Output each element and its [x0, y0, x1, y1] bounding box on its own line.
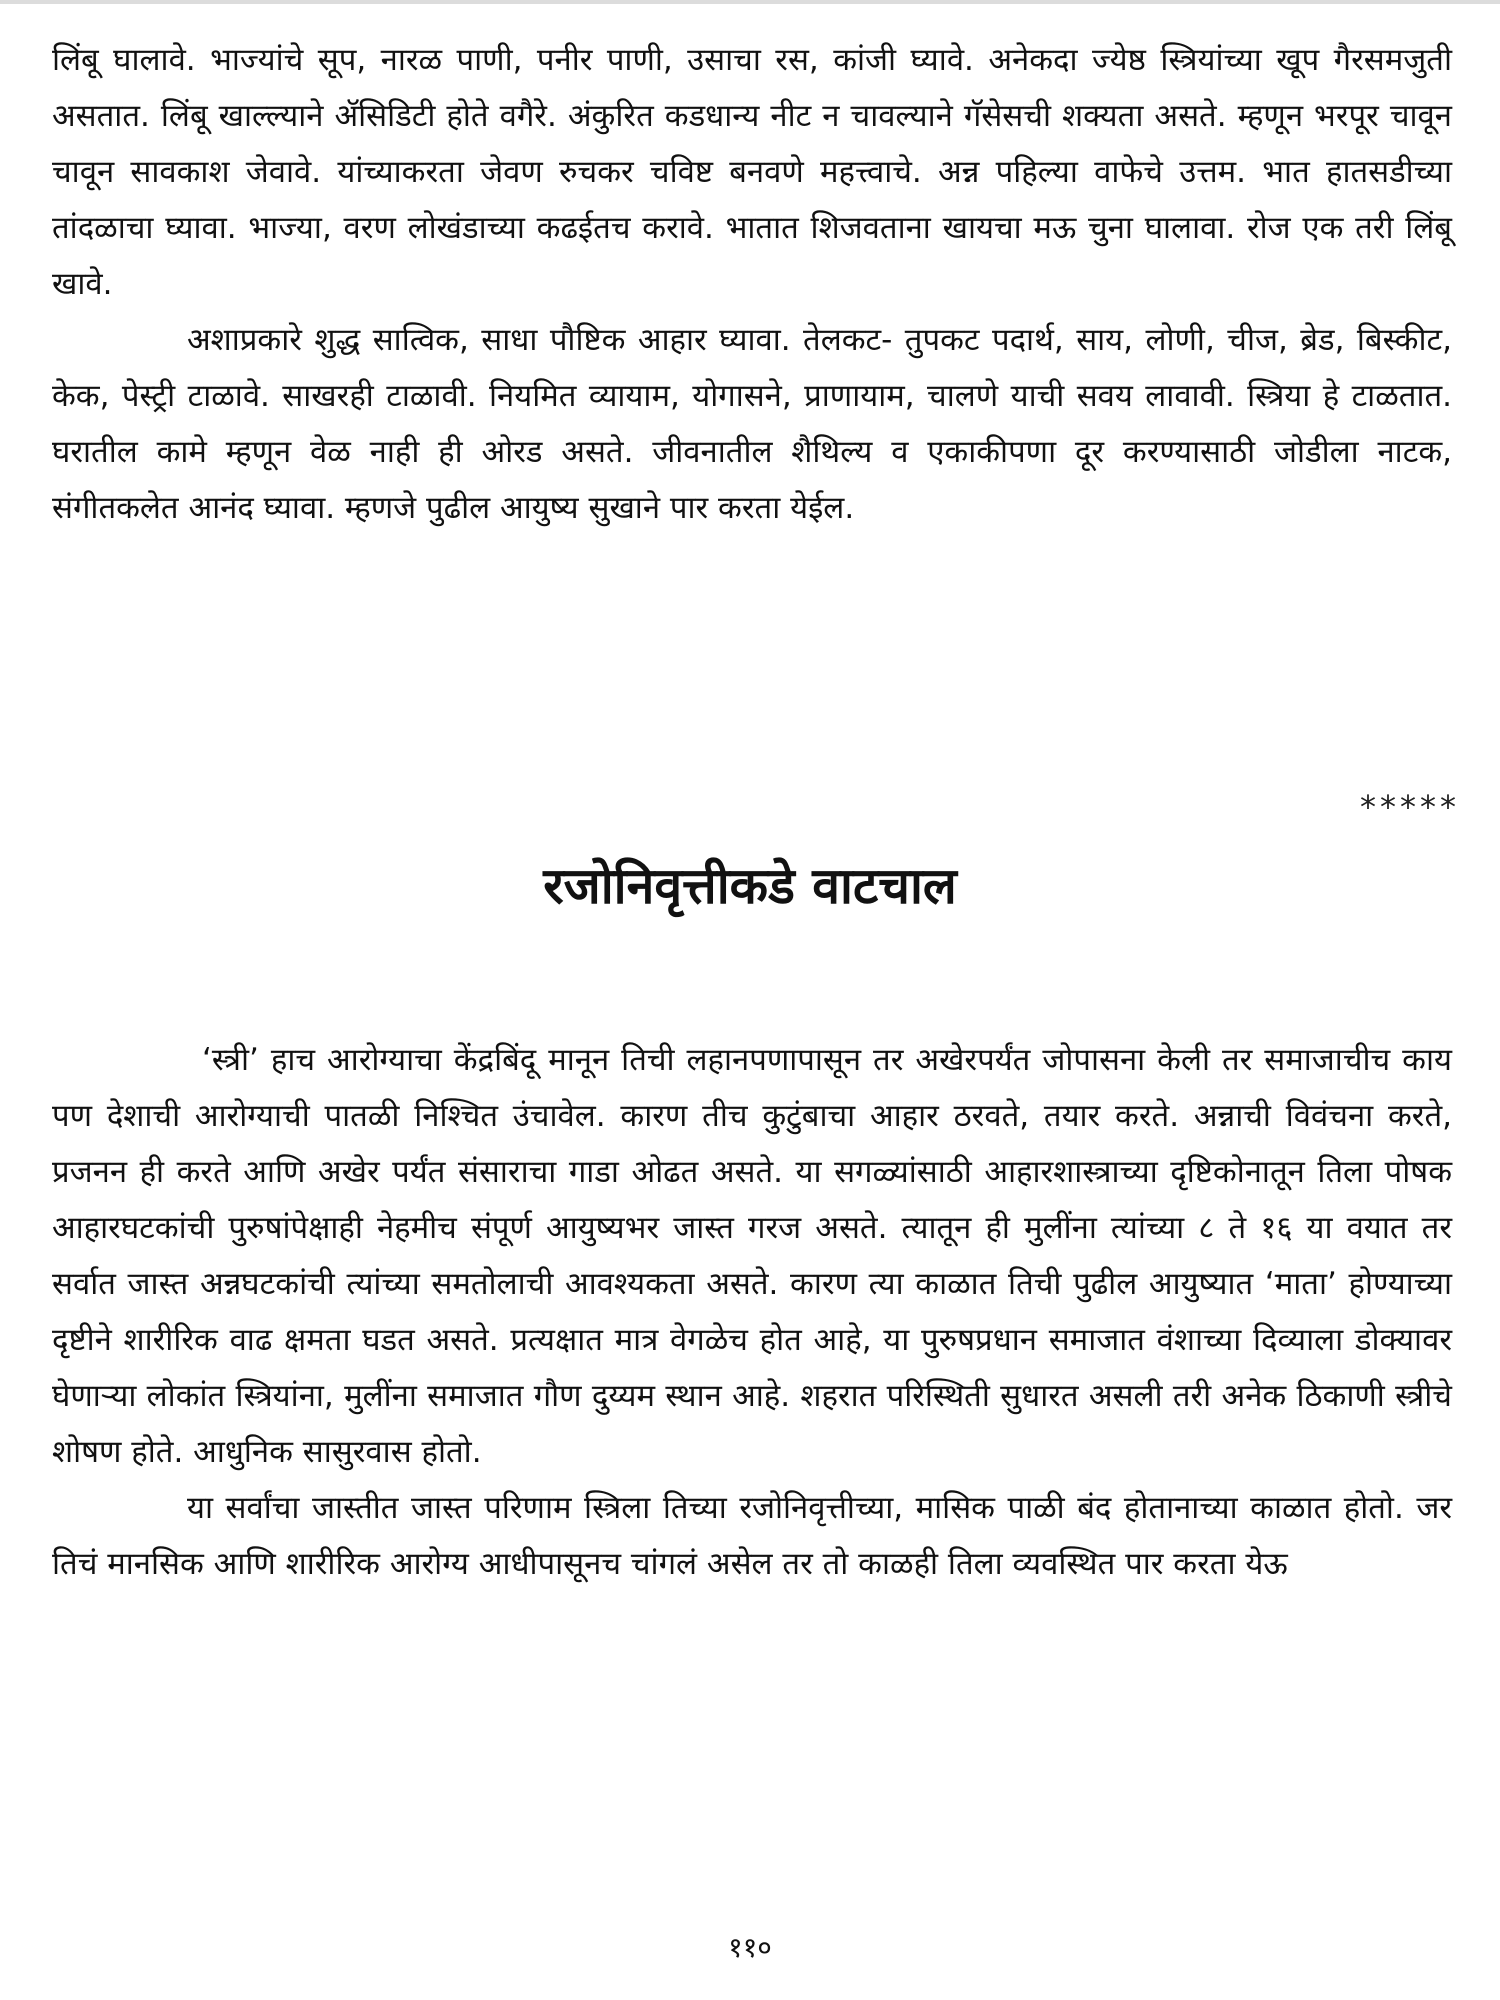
page-number: ११० — [728, 1931, 772, 1964]
scan-edge — [0, 0, 1500, 4]
section-separator: ***** — [1360, 788, 1460, 826]
paragraph-diet-continued: लिंबू घालावे. भाज्यांचे सूप, नारळ पाणी, पनीर पाणी, उसाचा रस, कांजी घ्यावे. अनेकदा ज्येष्ठ स्त्रियांच्या खूप गैरसमजुती असतात. लिंबू खाल्ल्याने ॲसिडिटी होते वगैरे. अंकुरित कडधान्य नीट न चावल्याने गॅसेसची शक्यता असते. म्हणून भरपूर चावून चावून सावकाश जेवावे. यांच्याकरता जेवण रुचकर चविष्ट बनवणे महत्त्वाचे. अन्न पहिल्या वाफेचे उत्तम. भात हातसडीच्या तांदळाचा घ्यावा. भाज्या, वरण लोखंडाच्या कढईतच करावे. भातात शिजवताना खायचा मऊ चुना घालावा. रोज एक तरी लिंबू खावे. — [52, 42, 1452, 302]
chapter-heading: रजोनिवृत्तीकडे वाटचाल — [543, 857, 957, 915]
paragraph-sattvic-diet: अशाप्रकारे शुद्ध सात्विक, साधा पौष्टिक आहार घ्यावा. तेलकट- तुपकट पदार्थ, साय, लोणी, चीज, ब्रेड, बिस्कीट, केक, पेस्ट्री टाळावे. साखरही टाळावी. नियमित व्यायाम, योगासने, प्राणायाम, चालणे याची सवय लावावी. स्त्रिया हे टाळतात. घरातील कामे म्हणून वेळ नाही ही ओरड असते. जीवनातील शैथिल्य व एकाकीपणा दूर करण्यासाठी जोडीला नाटक, संगीतकलेत आनंद घ्यावा. म्हणजे पुढील आयुष्य सुखाने पार करता येईल. — [52, 322, 1452, 526]
paragraph-woman-health: ‘स्त्री’ हाच आरोग्याचा केंद्रबिंदू मानून तिची लहानपणापासून तर अखेरपर्यंत जोपासना केली तर समाजाचीच काय पण देशाची आरोग्याची पातळी निश्चित उंचावेल. कारण तीच कुटुंबाचा आहार ठरवते, तयार करते. अन्नाची विवंचना करते, प्रजनन ही करते आणि अखेर पर्यंत संसाराचा गाडा ओढत असते. या सगळ्यांसाठी आहारशास्त्राच्या दृष्टिकोनातून तिला पोषक आहारघटकांची पुरुषांपेक्षाही नेहमीच संपूर्ण आयुष्यभर जास्त गरज असते. त्यातून ही मुलींना त्यांच्या ८ ते १६ या वयात तर सर्वात जास्त अन्नघटकांची त्यांच्या समतोलाची आवश्यकता असते. कारण त्या काळात तिची पुढील आयुष्यात ‘माता’ होण्याच्या दृष्टीने शारीरिक वाढ क्षमता घडत असते. प्रत्यक्षात मात्र वेगळेच होत आहे, या पुरुषप्रधान समाजात वंशाच्या दिव्याला डोक्यावर घेणाऱ्या लोकांत स्त्रियांना, मुलींना समाजात गौण दुय्यम स्थान आहे. शहरात परिस्थिती सुधारत असली तरी अनेक ठिकाणी स्त्रीचे शोषण होते. आधुनिक सासुरवास होतो. — [52, 1042, 1452, 1470]
previous-section-text — [52, 32, 1452, 536]
chapter-body-text — [52, 1032, 1452, 1592]
paragraph-menopause: या सर्वांचा जास्तीत जास्त परिणाम स्त्रिला तिच्या रजोनिवृत्तीच्या, मासिक पाळी बंद होतानाच्या काळात होतो. जर तिचं मानसिक आणि शारीरिक आरोग्य आधीपासूनच चांगलं असेल तर तो काळही तिला व्यवस्थित पार करता येऊ — [52, 1490, 1452, 1582]
